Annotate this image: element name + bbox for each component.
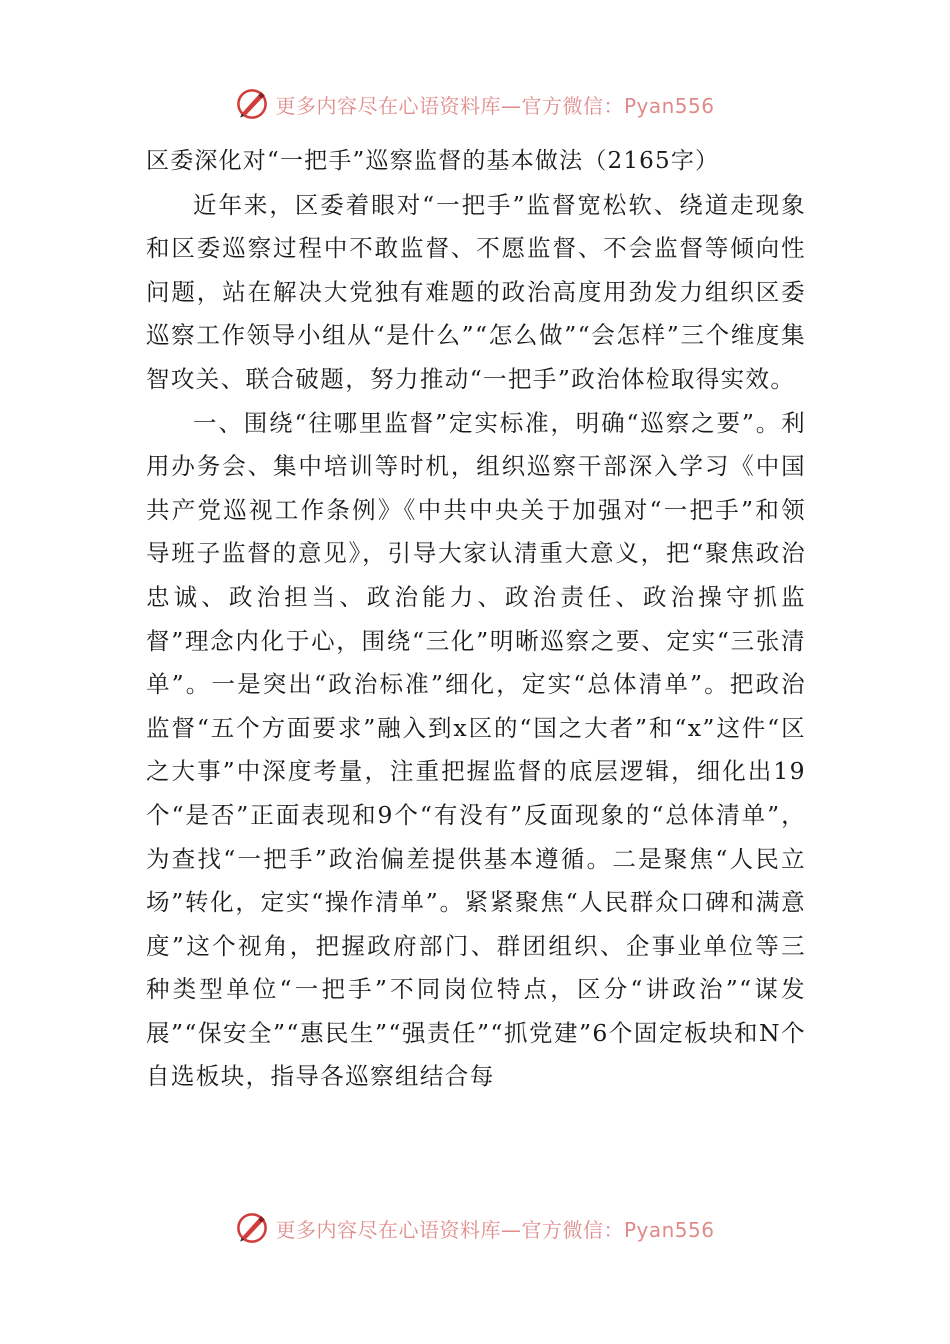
document-body (146, 140, 806, 1099)
paragraph-intro: 近年来，区委着眼对“一把手”监督宽松软、绕道走现象和区委巡察过程中不敢监督、不愿监督、不会监督等倾向性问题，站在解决大党独有难题的政治高度用劲发力组织区委巡察工作领导小组从“是什么”“怎么做”“会怎样”三个维度集智攻关、联合破题，努力推动“一把手”政治体检取得实效。 (146, 190, 806, 393)
footer-banner-text: 更多内容尽在心语资料库—官方微信：Pyan556 (275, 1217, 715, 1242)
document-title: 区委深化对“一把手”巡察监督的基本做法（2165字） (146, 148, 720, 174)
pen-logo-icon (235, 1211, 269, 1245)
pen-logo-icon (235, 87, 269, 121)
header-banner-text: 更多内容尽在心语资料库—官方微信：Pyan556 (275, 93, 715, 118)
paragraph-section-one: 一、围绕“往哪里监督”定实标准，明确“巡察之要”。利用办务会、集中培训等时机，组织巡察干部深入学习《中国共产党巡视工作条例》《中共中央关于加强对“一把手”和领导班子监督的意见》，引导大家认清重大意义，把“聚焦政治忠诚、政治担当、政治能力、政治责任、政治操守抓监督”理念内化于心，围绕“三化”明晰巡察之要、定实“三张清单”。一是突出“政治标准”细化，定实“总体清单”。把政治监督“五个方面要求”融入到x区的“国之大者”和“x”这件“区之大事”中深度考量，注重把握监督的底层逻辑，细化出19个“是否”正面表现和9个“有没有”反面现象的“总体清单”，为查找“一把手”政治偏差提供基本遵循。二是聚焦“人民立场”转化，定实“操作清单”。紧紧聚焦“人民群众口碑和满意度”这个视角，把握政府部门、群团组织、企事业单位等三种类型单位“一把手”不同岗位特点，区分“讲政治”“谋发展”“保安全”“惠民生”“强责任”“抓党建”6个固定板块和N个自选板块，指导各巡察组结合每 (146, 408, 806, 1091)
footer-banner (0, 1208, 950, 1248)
header-banner (0, 84, 950, 124)
